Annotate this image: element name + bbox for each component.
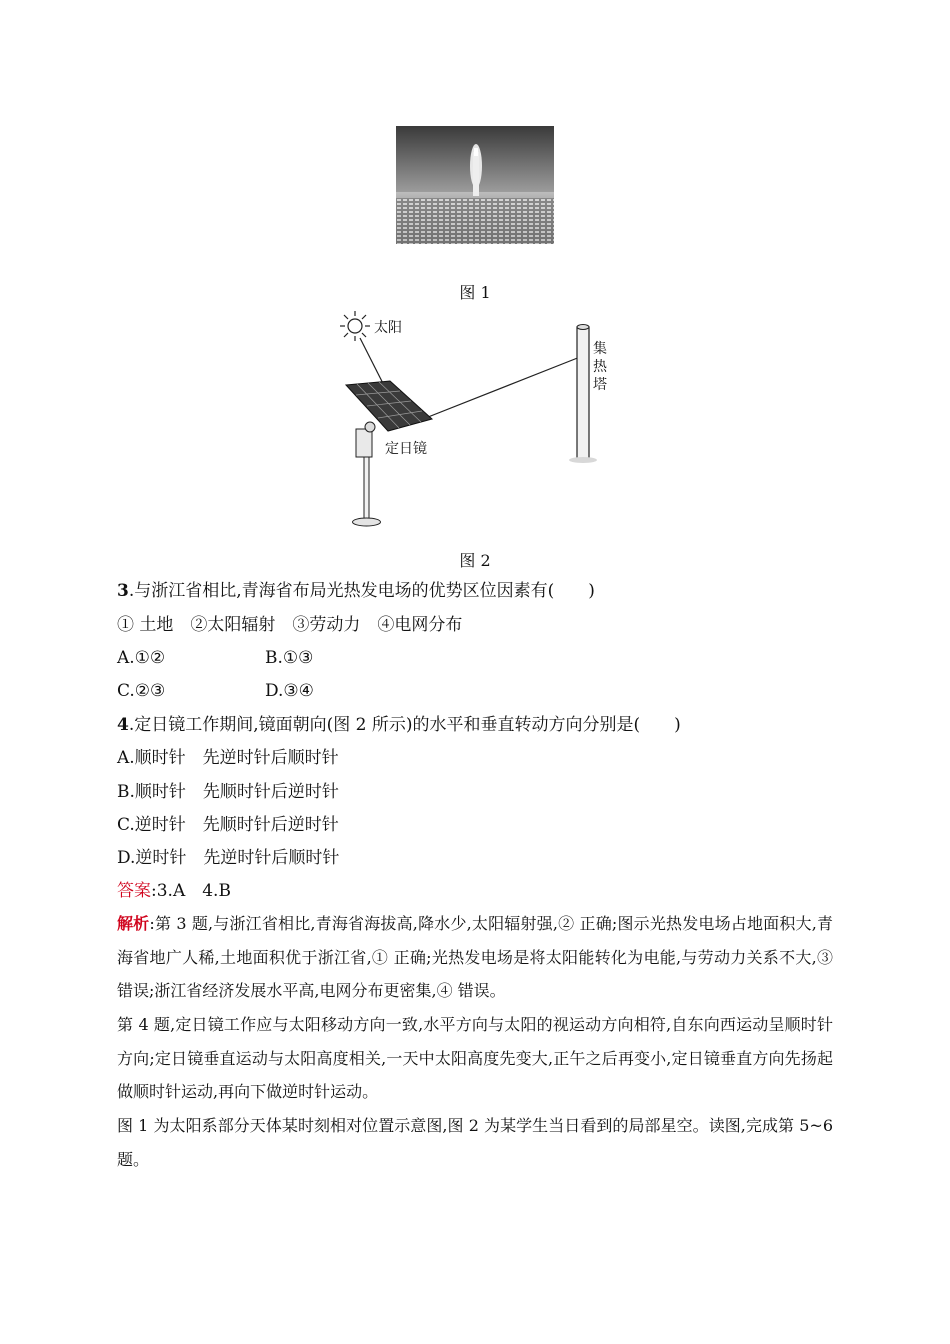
tower-label bbox=[593, 340, 611, 393]
q4-option-d: D.逆时针 先逆时针后顺时针 bbox=[117, 848, 340, 868]
q3-number: 3 bbox=[117, 581, 129, 601]
figure1-caption: 图 1 bbox=[459, 283, 491, 302]
analysis-label: 解析 bbox=[117, 914, 150, 933]
analysis-paragraph-1 bbox=[117, 907, 833, 1008]
analysis-p1-text: :第 3 题,与浙江省相比,青海省海拔高,降水少,太阳辐射强,② 正确;图示光热发电场占地面积大,青海省地广人稀,土地面积优于浙江省,① 正确;光热发电场是将太阳能转化为电能,与劳动力关系不大,③ 错误;浙江省经济发展水平高,电网分布更密集,④ 错误。 bbox=[117, 914, 833, 1000]
sun-label: 太阳 bbox=[374, 320, 402, 336]
heliostat-mirror bbox=[346, 381, 432, 431]
mirror-label: 定日镜 bbox=[385, 441, 427, 457]
analysis-paragraph-2: 第 4 题,定日镜工作应与太阳移动方向一致,水平方向与太阳的视运动方向相符,自东向西运动呈顺时针方向;定日镜垂直运动与太阳高度相关,一天中太阳高度先变大,正午之后再变小,定日镜垂直方向先扬起做顺时针运动,再向下做逆时针运动。 bbox=[117, 1015, 833, 1101]
tower-label-char-1: 集 bbox=[593, 341, 607, 357]
figure2-caption: 图 2 bbox=[459, 551, 491, 570]
q4-option-a: A.顺时针 先逆时针后顺时针 bbox=[117, 748, 339, 768]
q3-option-c: C.②③ bbox=[117, 681, 166, 701]
sun-icon bbox=[340, 311, 370, 341]
q3-stem bbox=[117, 580, 595, 602]
heliostat-diagram bbox=[330, 305, 630, 535]
q4-option-b: B.顺时针 先顺时针后逆时针 bbox=[117, 782, 339, 802]
heliostat-stand bbox=[353, 422, 381, 526]
solar-plant-photo bbox=[396, 126, 554, 244]
q4-number: 4 bbox=[117, 715, 129, 735]
q3-option-a: A.①② bbox=[117, 648, 166, 668]
answer-line bbox=[117, 880, 231, 902]
tower-label-char-2: 热 bbox=[593, 359, 607, 375]
q4-option-c: C.逆时针 先顺时针后逆时针 bbox=[117, 815, 339, 835]
q4-stem bbox=[117, 714, 681, 736]
answer-text: :3.A 4.B bbox=[151, 881, 231, 901]
next-question-intro: 图 1 为太阳系部分天体某时刻相对位置示意图,图 2 为某学生当日看到的局部星空。读图,完成第 5~6 题。 bbox=[117, 1116, 833, 1169]
q3-option-b: B.①③ bbox=[265, 648, 314, 668]
q3-option-d: D.③④ bbox=[265, 681, 314, 701]
tower-label-char-3: 塔 bbox=[593, 377, 607, 393]
q4-stem-text: .定日镜工作期间,镜面朝向(图 2 所示)的水平和垂直转动方向分别是( ) bbox=[128, 715, 681, 735]
q3-items: ① 土地 ②太阳辐射 ③劳动力 ④电网分布 bbox=[117, 615, 463, 635]
answer-label: 答案 bbox=[117, 881, 151, 901]
q3-stem-text: .与浙江省相比,青海省布局光热发电场的优势区位因素有( ) bbox=[128, 581, 595, 601]
